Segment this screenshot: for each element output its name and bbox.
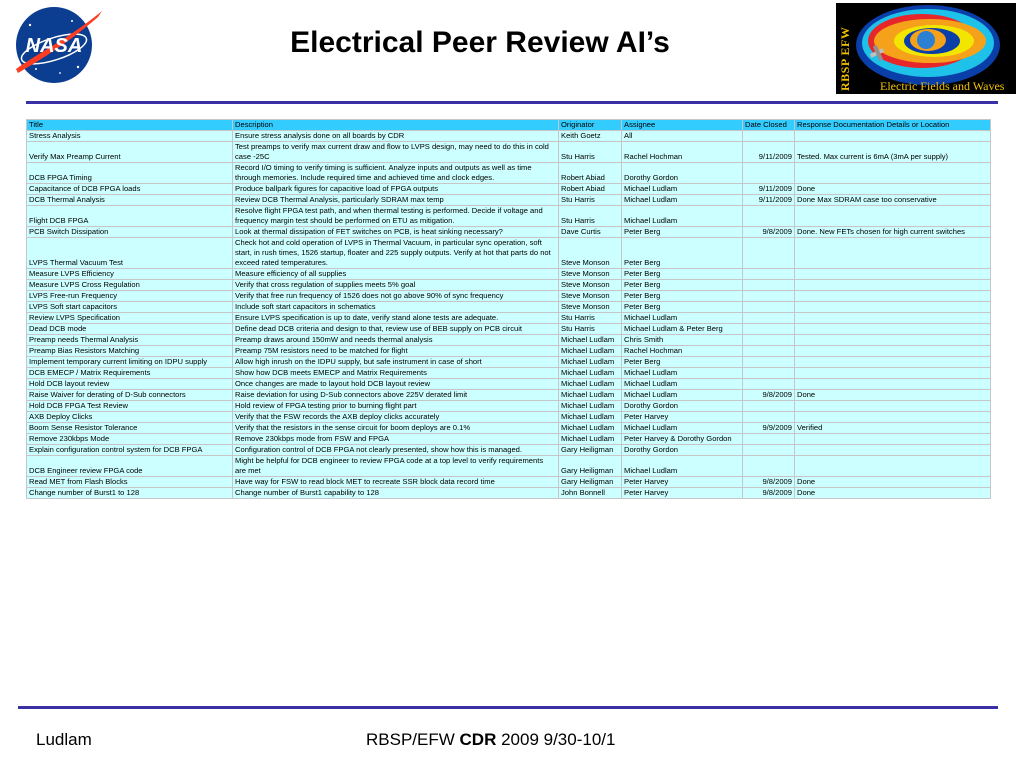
cell-description: Preamp draws around 150mW and needs thermal analysis <box>233 335 559 346</box>
table-row <box>27 206 991 227</box>
cell-response: Done Max SDRAM case too conservative <box>795 195 991 206</box>
cell-date-closed <box>743 280 795 291</box>
table-row <box>27 379 991 390</box>
table-row <box>27 401 991 412</box>
cell-title: Remove 230kbps Mode <box>27 434 233 445</box>
cell-originator: Robert Abiad <box>559 184 622 195</box>
cell-response <box>795 238 991 269</box>
cell-description: Raise deviation for using D-Sub connectors above 225V derated limit <box>233 390 559 401</box>
table-row <box>27 280 991 291</box>
cell-date-closed <box>743 131 795 142</box>
cell-originator: Gary Heiligman <box>559 477 622 488</box>
cell-response: Done <box>795 488 991 499</box>
cell-date-closed <box>743 335 795 346</box>
table-header-row <box>27 120 991 131</box>
column-header-originator: Originator <box>559 120 622 131</box>
cell-assignee: Michael Ludlam & Peter Berg <box>622 324 743 335</box>
cell-description: Produce ballpark figures for capacitive load of FPGA outputs <box>233 184 559 195</box>
table-row <box>27 456 991 477</box>
cell-originator: Gary Heiligman <box>559 445 622 456</box>
cell-originator: Dave Curtis <box>559 227 622 238</box>
table-body <box>27 131 991 499</box>
cell-originator: Keith Goetz <box>559 131 622 142</box>
cell-originator: Michael Ludlam <box>559 401 622 412</box>
cell-description: Record I/O timing to verify timing is sufficient. Analyze inputs and outputs as well as time through memories. Include required time and achieved time and clock edges. <box>233 163 559 184</box>
cell-assignee: All <box>622 131 743 142</box>
cell-originator: Gary Heiligman <box>559 456 622 477</box>
cell-title: Stress Analysis <box>27 131 233 142</box>
cell-date-closed: 9/11/2009 <box>743 142 795 163</box>
cell-assignee: Michael Ludlam <box>622 379 743 390</box>
table-row <box>27 131 991 142</box>
cell-assignee: Peter Berg <box>622 227 743 238</box>
column-header-title: Title <box>27 120 233 131</box>
cell-date-closed: 9/8/2009 <box>743 488 795 499</box>
cell-assignee: Chris Smith <box>622 335 743 346</box>
cell-assignee: Peter Berg <box>622 357 743 368</box>
cell-response <box>795 445 991 456</box>
cell-description: Change number of Burst1 capability to 128 <box>233 488 559 499</box>
cell-title: Change number of Burst1 to 128 <box>27 488 233 499</box>
table-row <box>27 412 991 423</box>
cell-title: Measure LVPS Efficiency <box>27 269 233 280</box>
cell-originator: Stu Harris <box>559 313 622 324</box>
cell-assignee: Michael Ludlam <box>622 195 743 206</box>
cell-date-closed <box>743 401 795 412</box>
cell-date-closed <box>743 357 795 368</box>
cell-response <box>795 280 991 291</box>
cell-date-closed <box>743 291 795 302</box>
cell-originator: Steve Monson <box>559 280 622 291</box>
cell-assignee: Peter Berg <box>622 302 743 313</box>
table-row <box>27 291 991 302</box>
cell-description: Might be helpful for DCB engineer to review FPGA code at a top level to verify requirements are met <box>233 456 559 477</box>
table-row <box>27 357 991 368</box>
cell-assignee: Michael Ludlam <box>622 368 743 379</box>
cell-originator: Michael Ludlam <box>559 379 622 390</box>
cell-originator: John Bonnell <box>559 488 622 499</box>
cell-date-closed <box>743 434 795 445</box>
cell-response <box>795 206 991 227</box>
table-row <box>27 346 991 357</box>
cell-originator: Steve Monson <box>559 302 622 313</box>
cell-description: Show how DCB meets EMECP and Matrix Requirements <box>233 368 559 379</box>
cell-assignee: Peter Harvey <box>622 488 743 499</box>
cell-description: Define dead DCB criteria and design to that, review use of BEB supply on PCB circuit <box>233 324 559 335</box>
cell-originator: Robert Abiad <box>559 163 622 184</box>
cell-date-closed <box>743 238 795 269</box>
cell-description: Once changes are made to layout hold DCB layout review <box>233 379 559 390</box>
cell-title: Hold DCB FPGA Test Review <box>27 401 233 412</box>
efw-caption: Electric Fields and Waves <box>880 79 1005 93</box>
cell-date-closed <box>743 368 795 379</box>
cell-assignee: Michael Ludlam <box>622 313 743 324</box>
cell-assignee: Michael Ludlam <box>622 184 743 195</box>
cell-assignee: Michael Ludlam <box>622 390 743 401</box>
cell-originator: Michael Ludlam <box>559 423 622 434</box>
cell-assignee: Peter Berg <box>622 269 743 280</box>
cell-title: LVPS Thermal Vacuum Test <box>27 238 233 269</box>
cell-date-closed: 9/8/2009 <box>743 390 795 401</box>
cell-date-closed <box>743 379 795 390</box>
cell-originator: Michael Ludlam <box>559 357 622 368</box>
cell-response <box>795 401 991 412</box>
table-row <box>27 238 991 269</box>
cell-date-closed <box>743 445 795 456</box>
cell-description: Check hot and cold operation of LVPS in Thermal Vacuum, in particular sync operation, soft start, in rush times, 1526 startup, floater and 225 supply outputs. Verify at hot that parts do not exceed rated temperatures. <box>233 238 559 269</box>
cell-description: Verify that the resistors in the sense circuit for boom deploys are 0.1% <box>233 423 559 434</box>
cell-assignee: Michael Ludlam <box>622 423 743 434</box>
cell-assignee: Dorothy Gordon <box>622 445 743 456</box>
footer-rule <box>18 706 998 709</box>
column-header-date-closed: Date Closed <box>743 120 795 131</box>
header-rule <box>26 101 998 104</box>
cell-response <box>795 335 991 346</box>
cell-assignee: Michael Ludlam <box>622 206 743 227</box>
cell-title: Read MET from Flash Blocks <box>27 477 233 488</box>
cell-title: Flight DCB FPGA <box>27 206 233 227</box>
table-row <box>27 423 991 434</box>
action-items-table <box>26 119 991 499</box>
table-row <box>27 302 991 313</box>
cell-description: Remove 230kbps mode from FSW and FPGA <box>233 434 559 445</box>
cell-originator: Michael Ludlam <box>559 335 622 346</box>
cell-title: Measure LVPS Cross Regulation <box>27 280 233 291</box>
cell-assignee: Peter Berg <box>622 280 743 291</box>
table-row <box>27 324 991 335</box>
table-row <box>27 227 991 238</box>
cell-response <box>795 456 991 477</box>
cell-date-closed: 9/8/2009 <box>743 477 795 488</box>
cell-date-closed: 9/9/2009 <box>743 423 795 434</box>
cell-response: Done <box>795 184 991 195</box>
cell-date-closed <box>743 163 795 184</box>
cell-assignee: Michael Ludlam <box>622 456 743 477</box>
cell-originator: Stu Harris <box>559 206 622 227</box>
table-row <box>27 335 991 346</box>
page-title: Electrical Peer Review AI’s <box>290 26 670 59</box>
cell-response: Tested. Max current is 6mA (3mA per supply) <box>795 142 991 163</box>
cell-description: Verify that the FSW records the AXB deploy clicks accurately <box>233 412 559 423</box>
cell-description: Ensure LVPS specification is up to date, verify stand alone tests are adequate. <box>233 313 559 324</box>
cell-response: Done. New FETs chosen for high current switches <box>795 227 991 238</box>
footer-project <box>366 730 615 750</box>
cell-originator: Michael Ludlam <box>559 434 622 445</box>
cell-assignee: Rachel Hochman <box>622 142 743 163</box>
cell-title: Raise Waiver for derating of D-Sub connectors <box>27 390 233 401</box>
cell-originator: Michael Ludlam <box>559 412 622 423</box>
cell-response <box>795 324 991 335</box>
cell-date-closed <box>743 346 795 357</box>
cell-date-closed <box>743 206 795 227</box>
cell-title: LVPS Soft start capacitors <box>27 302 233 313</box>
cell-title: PCB Switch Dissipation <box>27 227 233 238</box>
cell-date-closed <box>743 324 795 335</box>
cell-response <box>795 346 991 357</box>
table-row <box>27 269 991 280</box>
cell-title: DCB FPGA Timing <box>27 163 233 184</box>
cell-title: DCB Engineer review FPGA code <box>27 456 233 477</box>
cell-description: Verify that cross regulation of supplies meets 5% goal <box>233 280 559 291</box>
cell-title: DCB EMECP / Matrix Requirements <box>27 368 233 379</box>
cell-response: Done <box>795 477 991 488</box>
table-row <box>27 477 991 488</box>
cell-originator: Stu Harris <box>559 142 622 163</box>
cell-date-closed <box>743 269 795 280</box>
cell-title: Dead DCB mode <box>27 324 233 335</box>
cell-title: Capacitance of DCB FPGA loads <box>27 184 233 195</box>
cell-description: Look at thermal dissipation of FET switches on PCB, is heat sinking necessary? <box>233 227 559 238</box>
nasa-logo <box>8 3 104 87</box>
cell-title: Verify Max Preamp Current <box>27 142 233 163</box>
table-row <box>27 313 991 324</box>
cell-date-closed: 9/11/2009 <box>743 195 795 206</box>
cell-assignee: Rachel Hochman <box>622 346 743 357</box>
cell-originator: Michael Ludlam <box>559 390 622 401</box>
cell-title: LVPS Free-run Frequency <box>27 291 233 302</box>
cell-title: DCB Thermal Analysis <box>27 195 233 206</box>
cell-date-closed <box>743 456 795 477</box>
cell-description: Verify that free run frequency of 1526 does not go above 90% of sync frequency <box>233 291 559 302</box>
cell-date-closed: 9/8/2009 <box>743 227 795 238</box>
cell-title: Preamp needs Thermal Analysis <box>27 335 233 346</box>
efw-side-label: RBSP EFW <box>836 3 852 94</box>
cell-response <box>795 357 991 368</box>
cell-originator: Steve Monson <box>559 291 622 302</box>
cell-description: Hold review of FPGA testing prior to burning flight part <box>233 401 559 412</box>
table-row <box>27 195 991 206</box>
cell-description: Allow high inrush on the IDPU supply, but safe instrument in case of short <box>233 357 559 368</box>
cell-assignee: Peter Harvey <box>622 412 743 423</box>
cell-assignee: Peter Berg <box>622 291 743 302</box>
column-header-description: Description <box>233 120 559 131</box>
nasa-meatball-icon <box>8 3 104 87</box>
cell-title: Preamp Bias Resistors Matching <box>27 346 233 357</box>
cell-response <box>795 131 991 142</box>
cell-date-closed <box>743 302 795 313</box>
cell-response <box>795 412 991 423</box>
cell-date-closed: 9/11/2009 <box>743 184 795 195</box>
footer-author: Ludlam <box>36 730 92 749</box>
cell-response <box>795 302 991 313</box>
cell-response <box>795 434 991 445</box>
cell-assignee: Peter Harvey <box>622 477 743 488</box>
column-header-assignee: Assignee <box>622 120 743 131</box>
table-row <box>27 434 991 445</box>
column-header-response: Response Documentation Details or Location <box>795 120 991 131</box>
cell-assignee: Peter Berg <box>622 238 743 269</box>
cell-description: Preamp 75M resistors need to be matched for flight <box>233 346 559 357</box>
table-row <box>27 142 991 163</box>
table-row <box>27 445 991 456</box>
table-row <box>27 488 991 499</box>
cell-originator: Michael Ludlam <box>559 346 622 357</box>
cell-response <box>795 269 991 280</box>
cell-assignee: Peter Harvey & Dorothy Gordon <box>622 434 743 445</box>
cell-response <box>795 291 991 302</box>
cell-assignee: Dorothy Gordon <box>622 401 743 412</box>
cell-description: Test preamps to verify max current draw and flow to LVPS design, may need to do this in cold case -25C <box>233 142 559 163</box>
cell-title: Explain configuration control system for DCB FPGA <box>27 445 233 456</box>
efw-badge <box>836 3 1016 94</box>
table-row <box>27 390 991 401</box>
cell-description: Have way for FSW to read block MET to recreate SSR block data record time <box>233 477 559 488</box>
table-row <box>27 368 991 379</box>
table-row <box>27 184 991 195</box>
cell-originator: Stu Harris <box>559 195 622 206</box>
cell-originator: Steve Monson <box>559 269 622 280</box>
footer-project-prefix: RBSP/EFW <box>366 730 460 749</box>
cell-originator: Michael Ludlam <box>559 368 622 379</box>
cell-assignee: Dorothy Gordon <box>622 163 743 184</box>
cell-title: Boom Sense Resistor Tolerance <box>27 423 233 434</box>
footer-dates: 2009 9/30-10/1 <box>496 730 616 749</box>
cell-description: Review DCB Thermal Analysis, particularly SDRAM max temp <box>233 195 559 206</box>
cell-response: Done <box>795 390 991 401</box>
cell-response: Verified <box>795 423 991 434</box>
cell-title: Review LVPS Specification <box>27 313 233 324</box>
cell-description: Configuration control of DCB FPGA not clearly presented, show how this is managed. <box>233 445 559 456</box>
cell-date-closed <box>743 412 795 423</box>
cell-response <box>795 368 991 379</box>
cell-response <box>795 163 991 184</box>
cell-response <box>795 379 991 390</box>
footer-project-bold: CDR <box>459 730 497 749</box>
cell-originator: Stu Harris <box>559 324 622 335</box>
cell-description: Include soft start capacitors in schematics <box>233 302 559 313</box>
cell-title: Hold DCB layout review <box>27 379 233 390</box>
table-row <box>27 163 991 184</box>
cell-description: Ensure stress analysis done on all boards by CDR <box>233 131 559 142</box>
cell-title: Implement temporary current limiting on IDPU supply <box>27 357 233 368</box>
cell-title: AXB Deploy Clicks <box>27 412 233 423</box>
cell-response <box>795 313 991 324</box>
cell-originator: Steve Monson <box>559 238 622 269</box>
cell-description: Measure efficiency of all supplies <box>233 269 559 280</box>
cell-date-closed <box>743 313 795 324</box>
svg-text:NASA: NASA <box>25 35 83 57</box>
cell-description: Resolve flight FPGA test path, and when thermal testing is performed. Decide if voltage and frequency margin test should be performed on ETU as mitigation. <box>233 206 559 227</box>
